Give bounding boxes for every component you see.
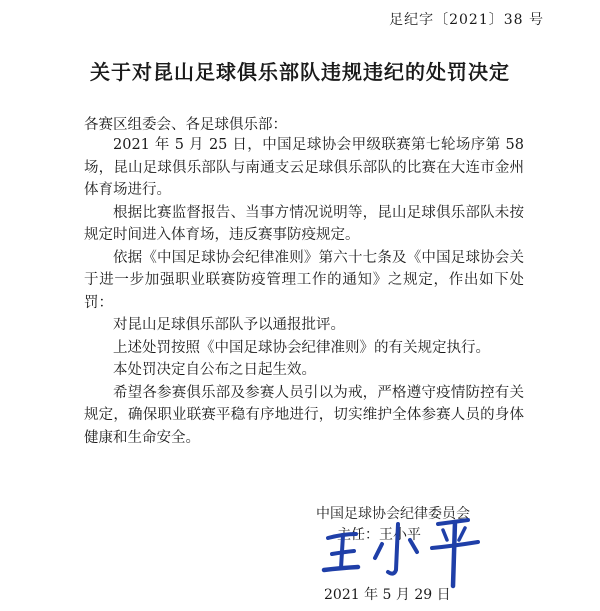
paragraph-warning: 希望各参赛俱乐部及参赛人员引以为戒，严格遵守疫情防控有关规定，确保职业联赛平稳有序地进行，切实维护全体参赛人员的身体健康和生命安全。 (84, 384, 524, 446)
paragraph-effective: 本处罚决定自公布之日起生效。 (113, 362, 316, 378)
salutation: 各赛区组委会、各足球俱乐部： (84, 117, 287, 133)
body-paragraphs (84, 134, 524, 449)
paragraph-penalty: 对昆山足球俱乐部队予以通报批评。 (113, 317, 345, 333)
signer-organization: 中国足球协会纪律委员会 (316, 506, 470, 522)
handwritten-signature (318, 510, 493, 595)
paragraph-incident: 2021 年 5 月 25 日，中国足球协会甲级联赛第七轮场序第 58 场，昆山足球俱乐部队与南通支云足球俱乐部队的比赛在大连市金州体育场进行。 (84, 137, 524, 198)
paragraph-basis: 根据比赛监督报告、当事方情况说明等，昆山足球俱乐部队未按规定时间进入体育场，违反赛事防疫规定。 (84, 204, 524, 243)
document-title: 关于对昆山足球俱乐部队违规违纪的处罚决定 (90, 60, 510, 84)
signer-title: 主任：王小平 (337, 527, 421, 543)
signature-date: 2021 年 5 月 29 日 (324, 587, 451, 603)
document-number: 足纪字〔2021〕38 号 (389, 12, 544, 28)
paragraph-regulation: 依据《中国足球协会纪律准则》第六十七条及《中国足球协会关于进一步加强职业联赛防疫管理工作的通知》之规定，作出如下处罚： (84, 249, 524, 311)
paragraph-execution: 上述处罚按照《中国足球协会纪律准则》的有关规定执行。 (113, 339, 490, 356)
